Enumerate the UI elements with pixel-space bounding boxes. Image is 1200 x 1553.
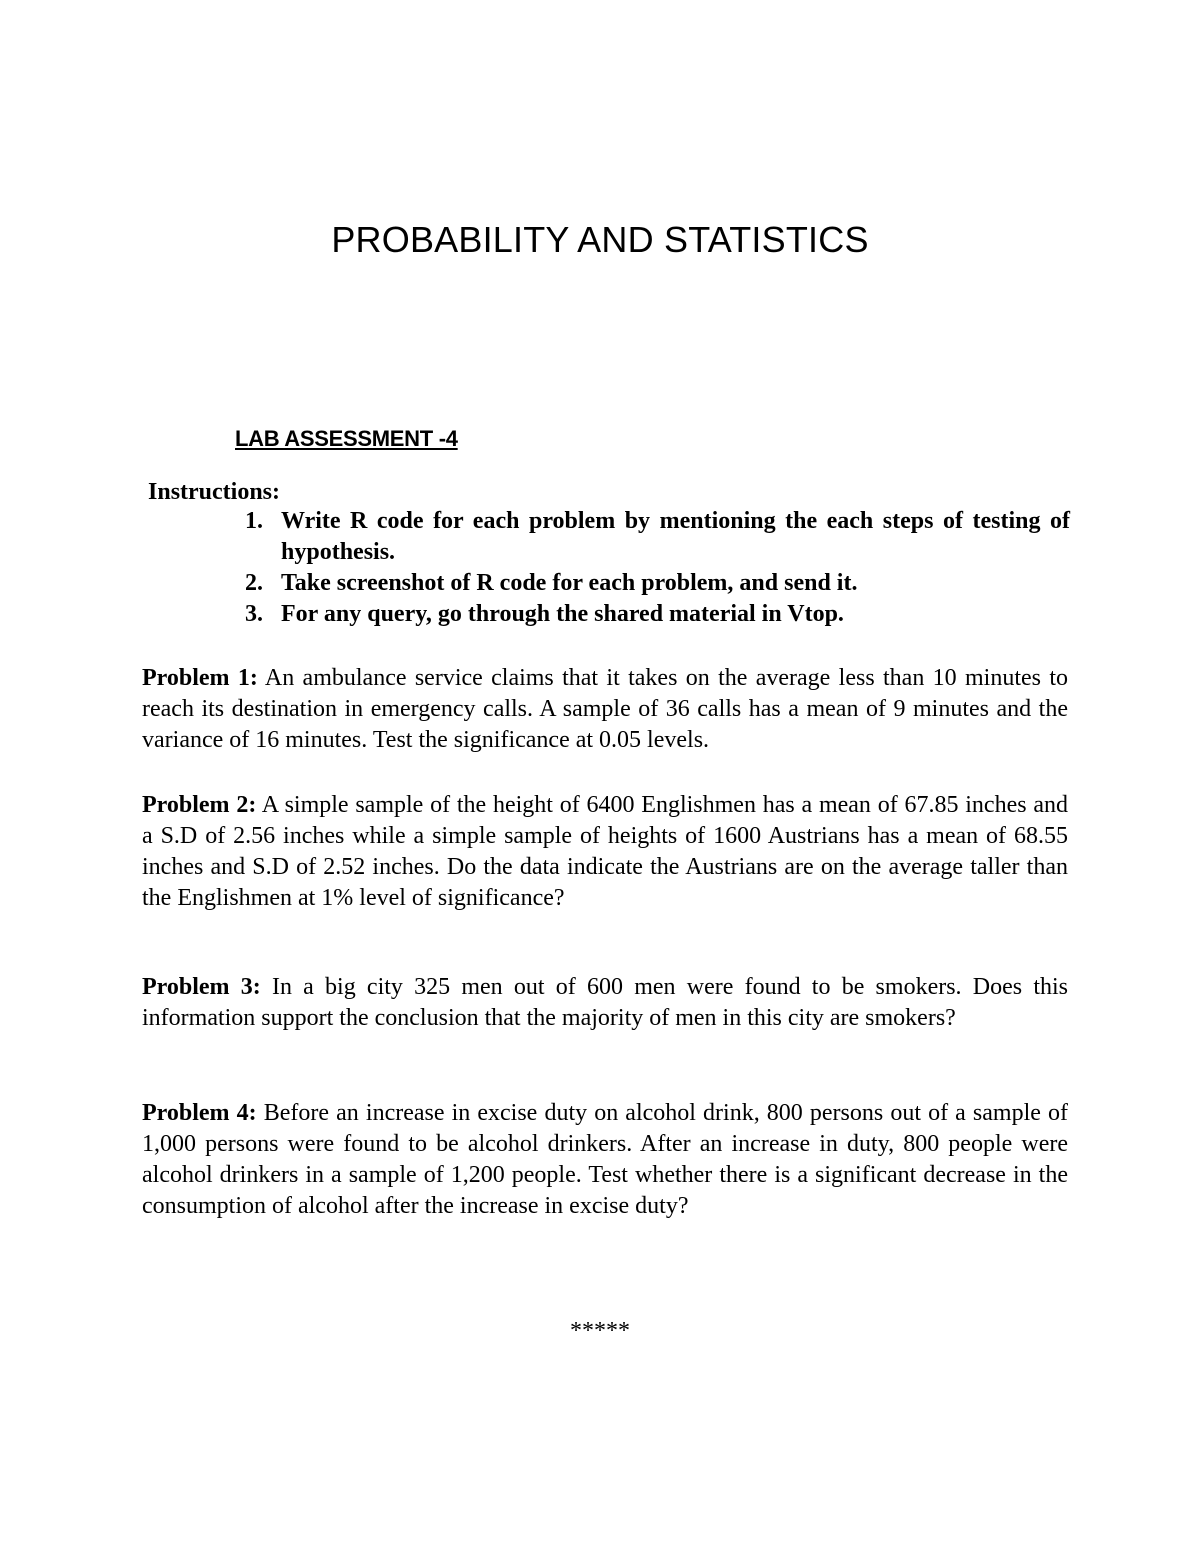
instructions-list — [245, 506, 1070, 630]
instruction-item — [245, 599, 1070, 630]
problem-text: An ambulance service claims that it takes on the average less than 10 minutes to reach its destination in emergency calls. A sample of 36 calls has a mean of 9 minutes and the variance of 16 minutes. Test the significance at 0.05 levels. — [142, 665, 1068, 753]
problem-3 — [142, 972, 1068, 1034]
end-marker: ***** — [570, 1318, 630, 1344]
problem-label: Problem 3: — [142, 974, 261, 1000]
assessment-subtitle: LAB ASSESSMENT -4 — [235, 426, 458, 451]
instruction-number: 1. — [245, 508, 263, 534]
instruction-text: Write R code for each problem by mentioning the each steps of testing of hypothesis. — [281, 508, 1070, 565]
instruction-text: For any query, go through the shared material in Vtop. — [281, 601, 844, 627]
problem-label: Problem 2: — [142, 792, 257, 818]
instruction-number: 2. — [245, 570, 263, 596]
problem-text: Before an increase in excise duty on alcohol drink, 800 persons out of a sample of 1,000 persons were found to be alcohol drinkers. After an increase in duty, 800 people were alcohol drinkers in a sample of 1,200 people. Test whether there is a significant decrease in the consumption of alcohol after the increase in excise duty? — [142, 1100, 1069, 1219]
page-title: PROBABILITY AND STATISTICS — [331, 219, 869, 260]
instruction-item — [245, 506, 1070, 568]
problem-label: Problem 4: — [142, 1100, 257, 1126]
instruction-text: Take screenshot of R code for each problem, and send it. — [281, 570, 858, 596]
problem-4 — [142, 1098, 1068, 1222]
instruction-number: 3. — [245, 601, 263, 627]
problem-label: Problem 1: — [142, 665, 258, 691]
problem-2 — [142, 790, 1068, 914]
instructions-heading: Instructions: — [148, 479, 281, 505]
problem-text: A simple sample of the height of 6400 Englishmen has a mean of 67.85 inches and a S.D of 2.56 inches while a simple sample of heights of 1600 Austrians has a mean of 68.55 inches and S.D of 2.52 inches. Do the data indicate the Austrians are on the average taller than the Englishmen at 1% level of significance? — [142, 792, 1068, 911]
instruction-item — [245, 568, 1070, 599]
problem-1 — [142, 663, 1068, 756]
problem-text: In a big city 325 men out of 600 men were found to be smokers. Does this information support the conclusion that the majority of men in this city are smokers? — [142, 974, 1068, 1031]
